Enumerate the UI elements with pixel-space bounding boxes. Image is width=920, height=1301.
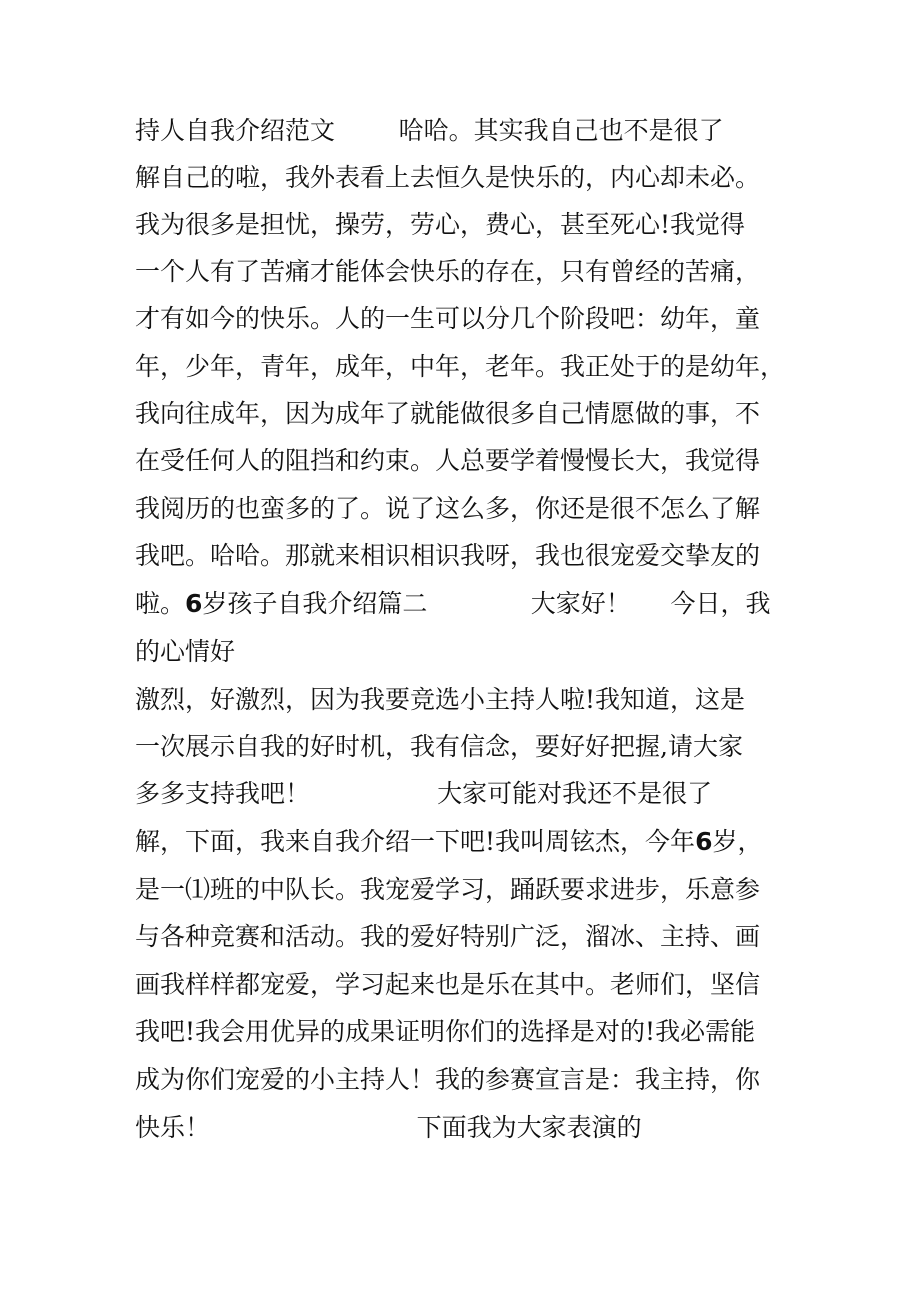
text-line: 我吧!我会用优异的成果证明你们的选择是对的!我必需能: [135, 1017, 756, 1046]
text-line: 成为你们宠爱的小主持人！我的参赛宣言是：我主持，你: [135, 1065, 761, 1094]
number-text: 6: [185, 589, 203, 618]
text-segment: 解，下面，我来自我介绍一下吧!我叫周铉杰，今年: [135, 827, 696, 856]
text-line: 年，少年，青年，成年，中年，老年。我正处于的是幼年，: [135, 352, 786, 381]
text-line: 画我样样都宠爱，学习起来也是乐在其中。老师们，坚信: [135, 970, 761, 999]
text-line: [135, 822, 762, 862]
text-line: 我为很多是担忧，操劳，劳心，费心，甚至死心!我觉得: [135, 210, 746, 239]
text-segment: 岁，: [712, 827, 763, 856]
text-line: 激烈，好激烈，因为我要竞选小主持人啦!我知道，这是: [135, 685, 746, 714]
text-line: 解自己的啦，我外表看上去恒久是快乐的，内心却未必。: [135, 163, 761, 192]
text-line: 我吧。哈哈。那就来相识相识我呀，我也很宠爱交挚友的: [135, 541, 761, 570]
text-line: 我阅历的也蛮多的了。说了这么多，你还是很不怎么了解: [135, 494, 761, 523]
text-line: 的心情好: [135, 637, 236, 666]
text-line: 多多支持我吧！ 大家可能对我还不是很了: [135, 779, 713, 808]
text-line: 与各种竞赛和活动。我的爱好特别广泛，溜冰、主持、画: [135, 922, 761, 951]
text-line: 在受任何人的阻挡和约束。人总要学着慢慢长大，我觉得: [135, 446, 761, 475]
text-line-with-heading: [135, 584, 770, 624]
text-segment: 岁孩子自我介绍篇二 大家好！ 今日，我: [202, 589, 771, 618]
text-line: 才有如今的快乐。人的一生可以分几个阶段吧：幼年，童: [135, 304, 761, 333]
text-line: 一次展示自我的好时机，我有信念，要好好把握,请大家: [135, 732, 743, 761]
number-text: 6: [695, 827, 713, 856]
text-line: 我向往成年，因为成年了就能做很多自己情愿做的事，不: [135, 399, 761, 428]
text-line: 一个人有了苦痛才能体会快乐的存在，只有曾经的苦痛，: [135, 257, 761, 286]
text-segment: 啦。: [135, 589, 186, 618]
text-line: 是一⑴班的中队长。我宠爱学习，踊跃要求进步，乐意参: [135, 875, 761, 904]
text-line: 持人自我介绍范文 哈哈。其实我自己也不是很了: [135, 116, 724, 145]
text-line: 快乐！ 下面我为大家表演的: [135, 1113, 642, 1142]
